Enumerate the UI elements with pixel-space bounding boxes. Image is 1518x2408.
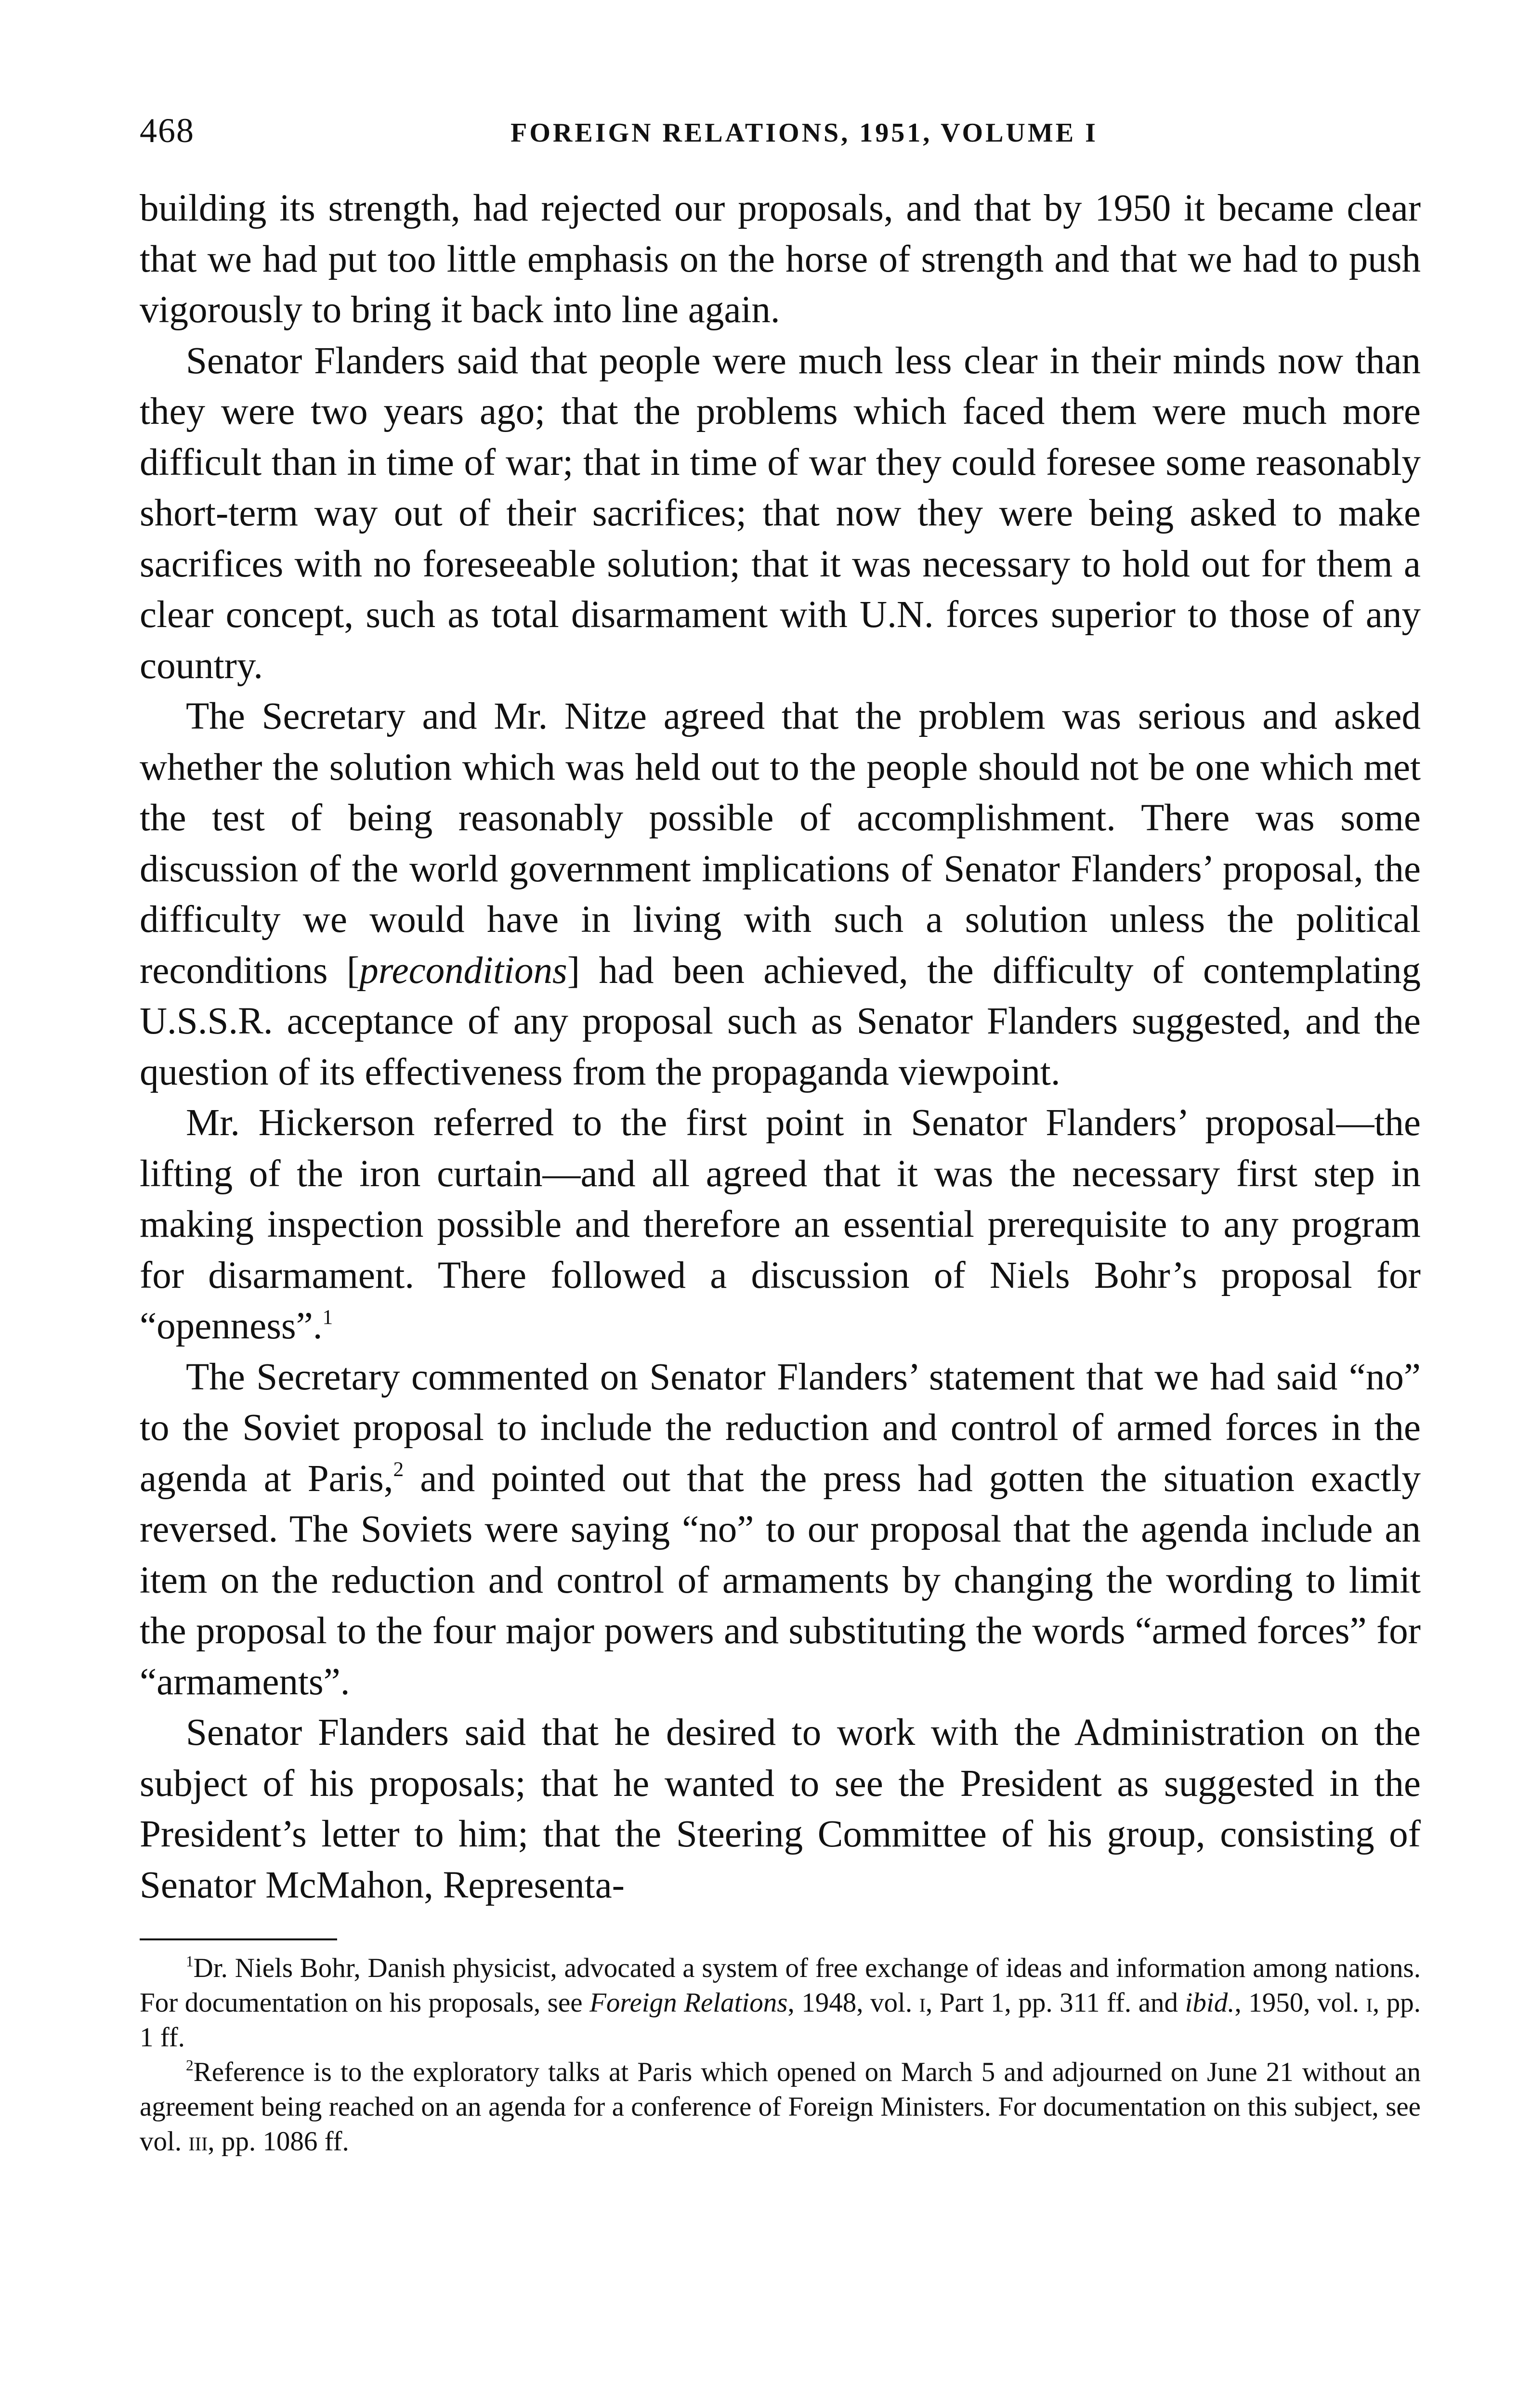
document-page xyxy=(140,106,1421,2408)
ibid-reference: ibid. xyxy=(1185,1988,1235,2018)
footnote-reference: 1 xyxy=(322,1305,333,1329)
footnote-text: , 1948, vol. xyxy=(787,1988,919,2018)
editorial-correction: preconditions xyxy=(359,949,567,992)
volume-numeral: iii xyxy=(188,2126,208,2157)
footnote-text: , pp. 1086 ff. xyxy=(208,2126,349,2157)
footnote xyxy=(140,1951,1421,2055)
volume-numeral: i xyxy=(1366,1988,1373,2018)
paragraph xyxy=(140,183,1421,336)
paragraph-text: building its strength, had rejected our proposals, and that by 1950 it became clear that we had put too little emphasis on the horse of strength and that we had to push vigorously to bring it back into line again. xyxy=(140,187,1421,331)
paragraph-text: ] had been achieved, the difficulty of contemplating U.S.S.R. acceptance of any proposal such as Senator Flanders suggested, and the question of its effectiveness from the propaganda viewpoint. xyxy=(140,949,1421,1093)
footnote-reference: 2 xyxy=(393,1458,404,1481)
page-header xyxy=(140,106,1421,169)
paragraph-text: and pointed out that the press had gotten the situation exactly reversed. The Soviets were saying “no” to our proposal that the agenda include an item on the reduction and control of armaments by changing the wording to limit the proposal to the four major powers and substituting the words “armed forces” for “armaments”. xyxy=(140,1457,1421,1703)
page-number: 468 xyxy=(140,111,195,150)
footnote-text: , Part 1, pp. 311 ff. and xyxy=(925,1988,1185,2018)
footnote-marker: 1 xyxy=(186,1953,194,1970)
footnotes xyxy=(140,1951,1421,2159)
footnote-marker: 2 xyxy=(186,2057,194,2074)
paragraph xyxy=(140,1352,1421,1708)
paragraph xyxy=(140,1707,1421,1911)
paragraph-text: Senator Flanders said that he desired to work with the Administration on the subject of his proposals; that he wanted to see the President as suggested in the President’s letter to him; that the Steering Committee of his group, consisting of Senator McMahon, Representa- xyxy=(140,1712,1421,1906)
footnote xyxy=(140,2055,1421,2159)
paragraph xyxy=(140,336,1421,692)
footnote-text: , 1950, vol. xyxy=(1234,1988,1366,2018)
paragraph xyxy=(140,691,1421,1098)
body-text xyxy=(140,183,1421,1911)
footnote-divider xyxy=(140,1938,337,1940)
paragraph-text: The Secretary and Mr. Nitze agreed that the problem was serious and asked whether the solution which was held out to the people should not be one which met the test of being reasonably possible of accomplishment. There was some discussion of the world government implications of Senator Flanders’ proposal, the difficulty we would have in living with such a solution unless the political reconditions [ xyxy=(140,695,1421,992)
publication-title: Foreign Relations xyxy=(589,1988,788,2018)
running-head: FOREIGN RELATIONS, 1951, VOLUME I xyxy=(510,118,1098,148)
footnote-text: Dr. Niels Bohr, Danish physicist, advocated a system of free exchange of ideas and information among nations. For documentation on his proposals, see xyxy=(140,1953,1421,2018)
paragraph-text: Senator Flanders said that people were much less clear in their minds now than they were two years ago; that the problems which faced them were much more difficult than in time of war; that in time of war they could foresee some reasonably short-term way out of their sacrifices; that now they were being asked to make sacrifices with no foreseeable solution; that it was necessary to hold out for them a clear concept, such as total disarmament with U.N. forces superior to those of any country. xyxy=(140,340,1421,687)
paragraph-text: The Secretary commented on Senator Flanders’ statement that we had said “no” to the Soviet proposal to include the reduction and control of armed forces in the agenda at Paris, xyxy=(140,1356,1421,1500)
paragraph-text: Mr. Hickerson referred to the first point in Senator Flanders’ proposal—the lifting of the iron curtain—and all agreed that it was the necessary first step in making inspection possible and therefore an essential prerequisite to any program for disarmament. There followed a discussion of Niels Bohr’s proposal for “openness”. xyxy=(140,1102,1421,1347)
volume-numeral: i xyxy=(919,1988,926,2018)
footnote-text: , pp. 1 ff. xyxy=(140,1988,1421,2053)
footnote-text: Reference is to the exploratory talks at Paris which opened on March 5 and adjourned on June 21 without an agreement being reached on an agenda for a conference of Foreign Ministers. For documentation on this subject, see vol. xyxy=(140,2057,1421,2157)
paragraph xyxy=(140,1098,1421,1352)
